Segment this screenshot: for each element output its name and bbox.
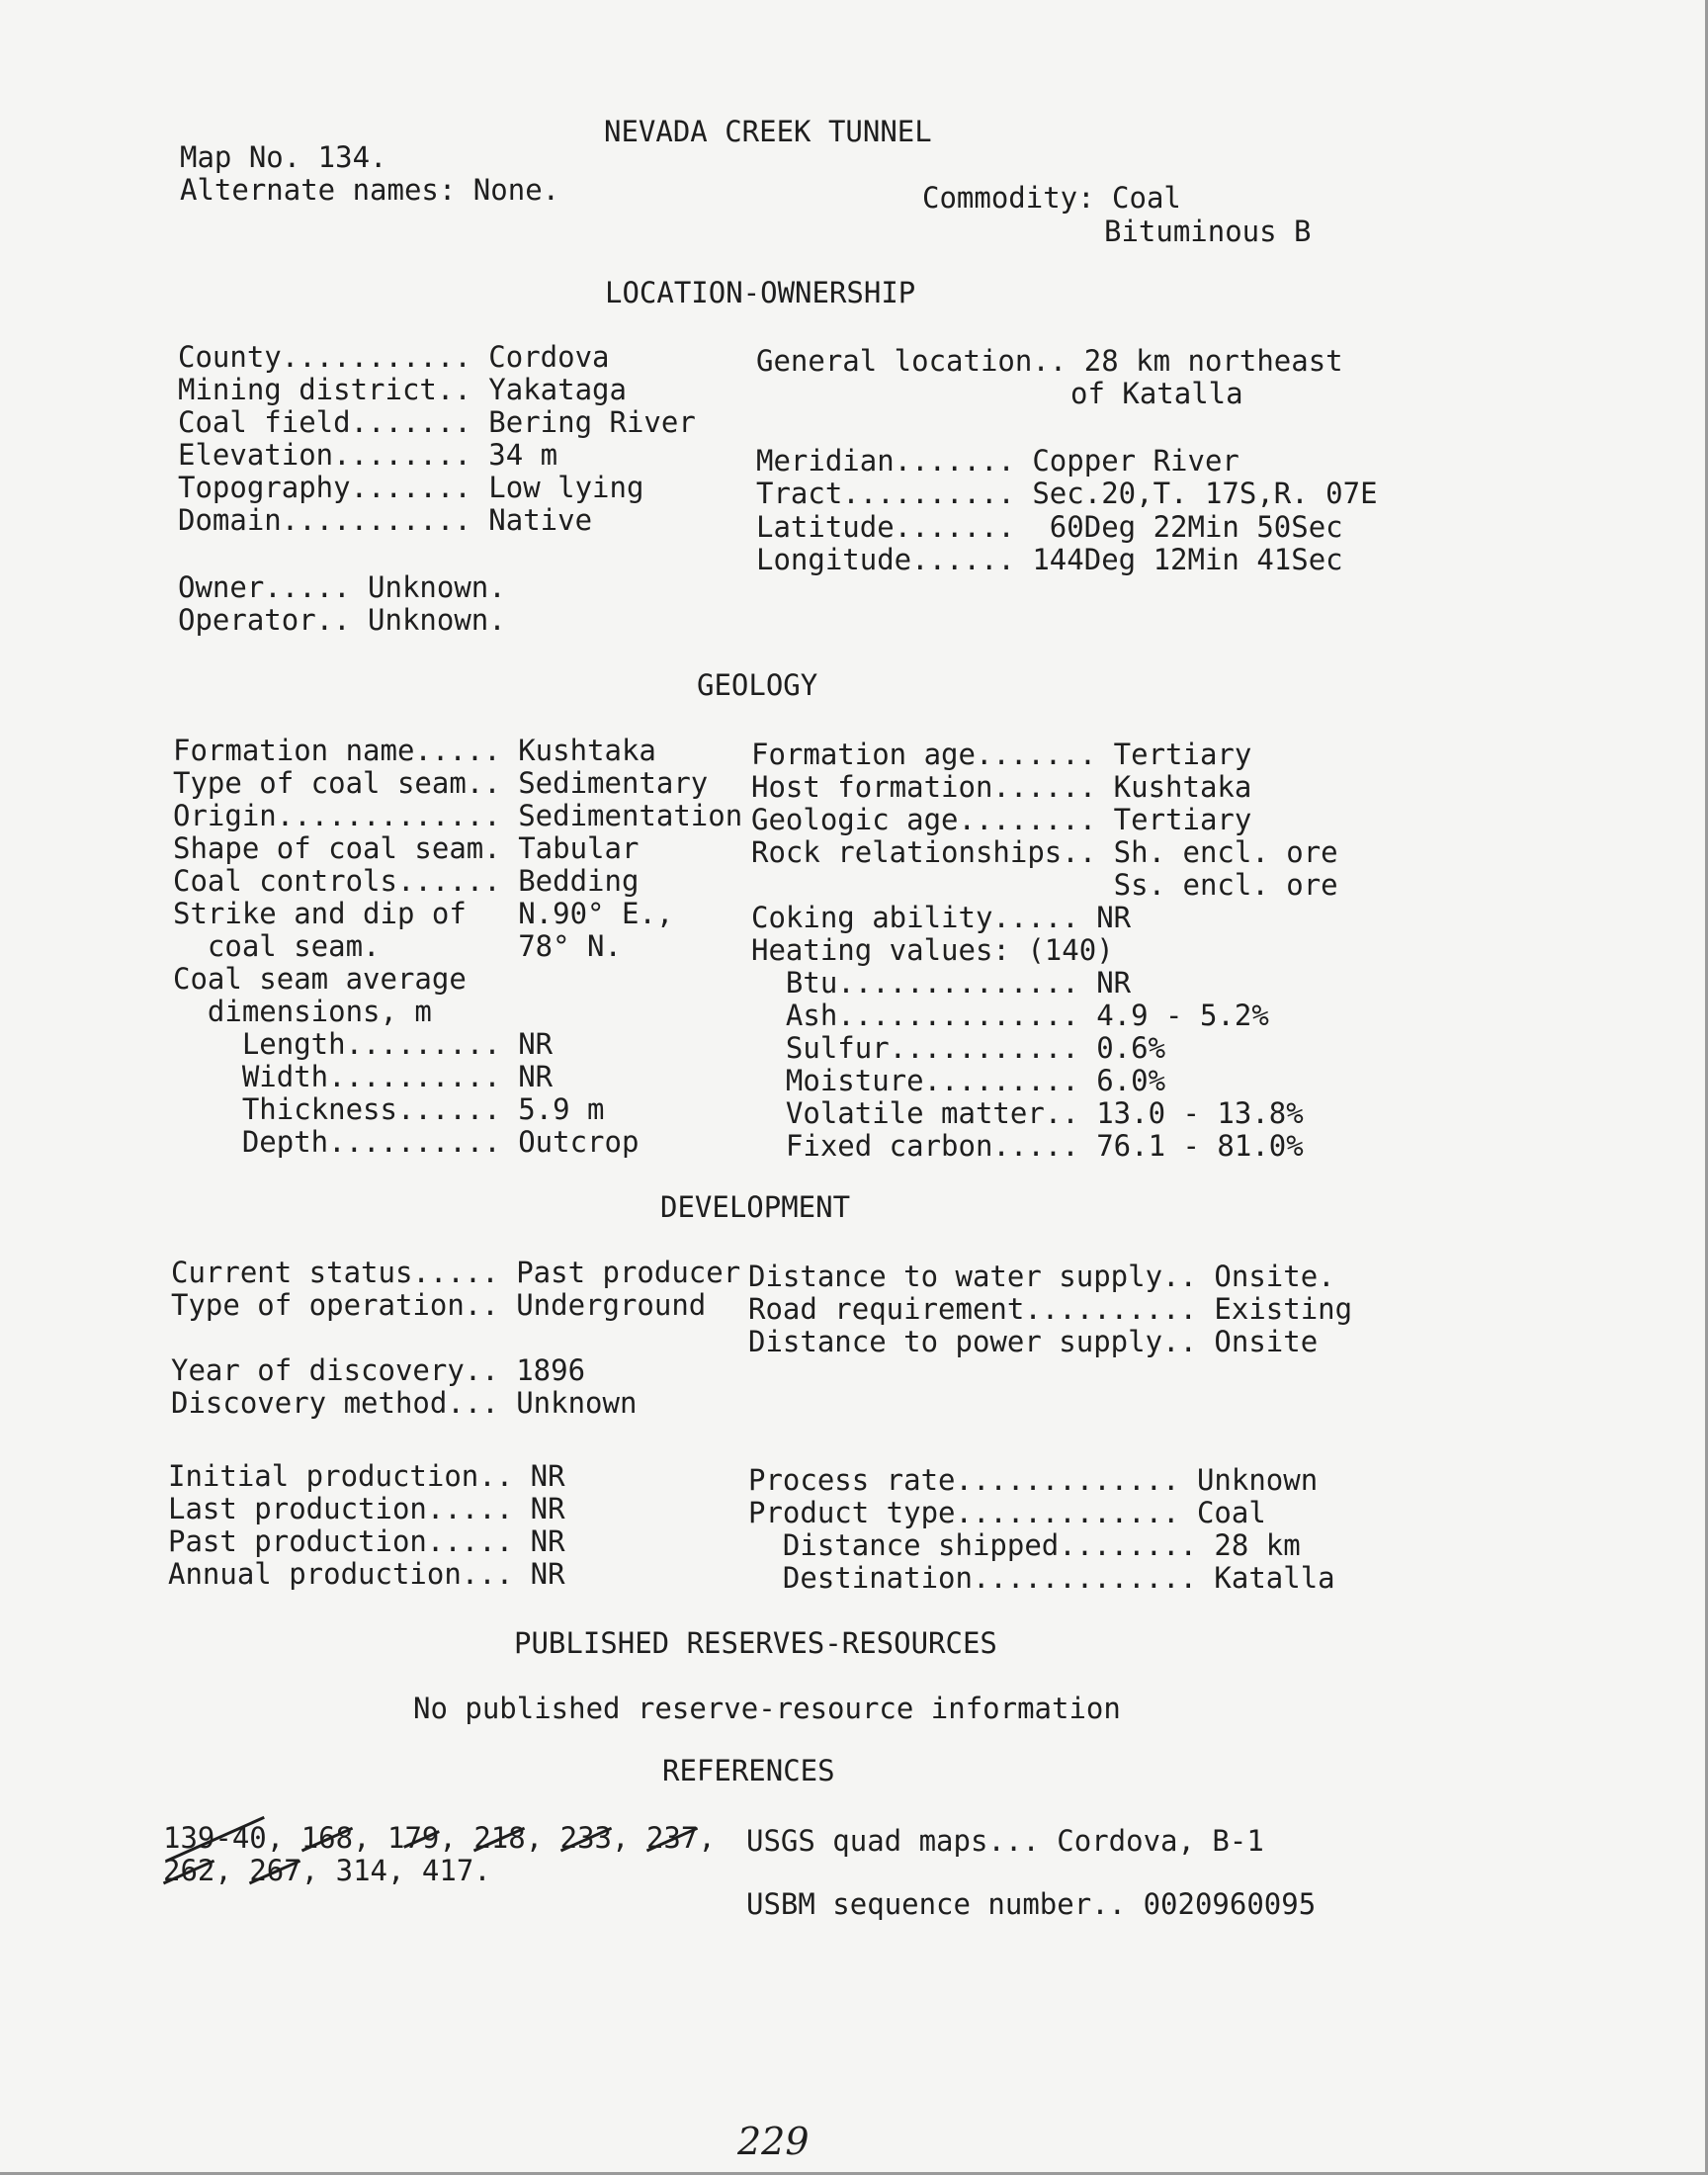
geology-left-column xyxy=(173,735,742,1159)
geology-field: Length......... NR xyxy=(173,1027,554,1061)
road-requirement-field: Road requirement.......... Existing xyxy=(748,1292,1353,1326)
production-right-column xyxy=(748,1464,1335,1595)
references-heading: REFERENCES xyxy=(662,1754,835,1787)
geology-field: Coal controls...... Bedding xyxy=(173,864,640,898)
commodity: Commodity: Coal xyxy=(922,181,1181,215)
coal-field-field: Coal field....... Bering River xyxy=(178,405,696,439)
geology-field: Formation age....... Tertiary xyxy=(751,738,1252,771)
reference-text: , xyxy=(439,1821,474,1855)
reference-text: , xyxy=(525,1821,560,1855)
geology-heading: GEOLOGY xyxy=(697,668,818,702)
tract-field: Tract.......... Sec.20,T. 17S,R. 07E xyxy=(756,477,1378,510)
power-supply-field: Distance to power supply.. Onsite xyxy=(748,1325,1319,1358)
county-field: County........... Cordova xyxy=(178,340,610,374)
production-field: Last production..... NR xyxy=(168,1492,565,1525)
geology-field: Thickness...... 5.9 m xyxy=(173,1092,605,1126)
geology-field: Host formation...... Kushtaka xyxy=(751,770,1252,804)
geology-field: Formation name..... Kushtaka xyxy=(173,734,656,767)
general-location-field: General location.. 28 km northeast xyxy=(756,344,1343,378)
discovery-method-field: Discovery method... Unknown xyxy=(171,1386,638,1420)
page-title: NEVADA CREEK TUNNEL xyxy=(604,115,932,148)
operator-field: Operator.. Unknown. xyxy=(178,603,506,637)
mining-district-field: Mining district.. Yakataga xyxy=(178,373,627,406)
current-status-field: Current status..... Past producer xyxy=(171,1256,741,1289)
geology-field: dimensions, m xyxy=(173,995,432,1028)
production-field: Destination............. Katalla xyxy=(748,1561,1335,1595)
production-left-column xyxy=(168,1460,565,1591)
water-supply-field: Distance to water supply.. Onsite. xyxy=(748,1260,1335,1293)
type-of-operation-field: Type of operation.. Underground xyxy=(171,1288,707,1322)
struck-reference: 139-40 xyxy=(163,1821,267,1855)
reference-text: , xyxy=(266,1821,301,1855)
geology-field: Heating values: (140) xyxy=(751,933,1114,967)
location-heading: LOCATION-OWNERSHIP xyxy=(605,276,916,309)
production-field: Distance shipped........ 28 km xyxy=(748,1528,1301,1562)
geology-field: Strike and dip of N.90° E., xyxy=(173,897,674,930)
geology-field: Coal seam average xyxy=(173,962,467,996)
struck-reference: 267 xyxy=(249,1854,301,1887)
latitude-field: Latitude....... 60Deg 22Min 50Sec xyxy=(756,510,1343,544)
elevation-field: Elevation........ 34 m xyxy=(178,438,558,472)
production-field: Past production..... NR xyxy=(168,1524,565,1558)
geology-field: Volatile matter.. 13.0 - 13.8% xyxy=(751,1096,1304,1130)
geology-field: Origin............. Sedimentation xyxy=(173,799,743,832)
reference-text: , 1 xyxy=(353,1821,405,1855)
struck-reference: 233 xyxy=(559,1821,613,1855)
map-number: Map No. 134. xyxy=(180,140,387,174)
year-of-discovery-field: Year of discovery.. 1896 xyxy=(171,1353,586,1387)
reference-text: , 314, 417. xyxy=(300,1854,491,1887)
production-field: Annual production... NR xyxy=(168,1557,565,1591)
general-location-continued: of Katalla xyxy=(1070,377,1243,410)
struck-reference: 218 xyxy=(473,1821,526,1855)
geology-field: Shape of coal seam. Tabular xyxy=(173,831,640,865)
geology-field: Btu.............. NR xyxy=(751,966,1132,1000)
geology-field: Width.......... NR xyxy=(173,1060,554,1093)
geology-field: Geologic age........ Tertiary xyxy=(751,803,1252,836)
domain-field: Domain........... Native xyxy=(178,503,593,537)
struck-reference: 79 xyxy=(404,1821,440,1855)
commodity-rank: Bituminous B xyxy=(1104,215,1312,248)
geology-field: Depth.......... Outcrop xyxy=(173,1125,640,1159)
geology-field: coal seam. 78° N. xyxy=(173,929,622,963)
development-heading: DEVELOPMENT xyxy=(660,1190,851,1224)
geology-field: Ss. encl. ore xyxy=(751,868,1338,902)
geology-field: Sulfur........... 0.6% xyxy=(751,1031,1166,1065)
usbm-sequence-field: USBM sequence number.. 0020960095 xyxy=(746,1887,1317,1921)
struck-reference: 168 xyxy=(300,1821,354,1855)
geology-field: Type of coal seam.. Sedimentary xyxy=(173,766,709,800)
geology-field: Coking ability..... NR xyxy=(751,901,1132,934)
production-field: Product type............. Coal xyxy=(748,1496,1266,1529)
struck-reference: 237 xyxy=(645,1821,699,1855)
geology-field: Ash.............. 4.9 - 5.2% xyxy=(751,999,1269,1032)
alternate-names: Alternate names: None. xyxy=(180,173,560,207)
reference-text: , xyxy=(214,1854,250,1887)
geology-right-column xyxy=(751,739,1338,1163)
references-line-1 xyxy=(163,1822,716,1855)
topography-field: Topography....... Low lying xyxy=(178,471,644,504)
usgs-quad-maps-field: USGS quad maps... Cordova, B-1 xyxy=(746,1824,1264,1858)
page-number: 229 xyxy=(737,2120,810,2163)
reserves-text: No published reserve-resource information xyxy=(413,1692,1121,1725)
production-field: Process rate............. Unknown xyxy=(748,1463,1319,1497)
geology-field: Moisture......... 6.0% xyxy=(751,1064,1166,1097)
reference-text: , xyxy=(698,1821,716,1855)
reserves-heading: PUBLISHED RESERVES-RESOURCES xyxy=(514,1626,997,1660)
geology-field: Fixed carbon..... 76.1 - 81.0% xyxy=(751,1129,1304,1163)
owner-field: Owner..... Unknown. xyxy=(178,570,506,604)
geology-field: Rock relationships.. Sh. encl. ore xyxy=(751,835,1338,869)
reference-text: , xyxy=(612,1821,646,1855)
production-field: Initial production.. NR xyxy=(168,1459,565,1493)
longitude-field: Longitude...... 144Deg 12Min 41Sec xyxy=(756,543,1343,576)
meridian-field: Meridian....... Copper River xyxy=(756,444,1239,478)
references-line-2 xyxy=(163,1855,491,1887)
struck-reference: 262 xyxy=(163,1854,215,1887)
